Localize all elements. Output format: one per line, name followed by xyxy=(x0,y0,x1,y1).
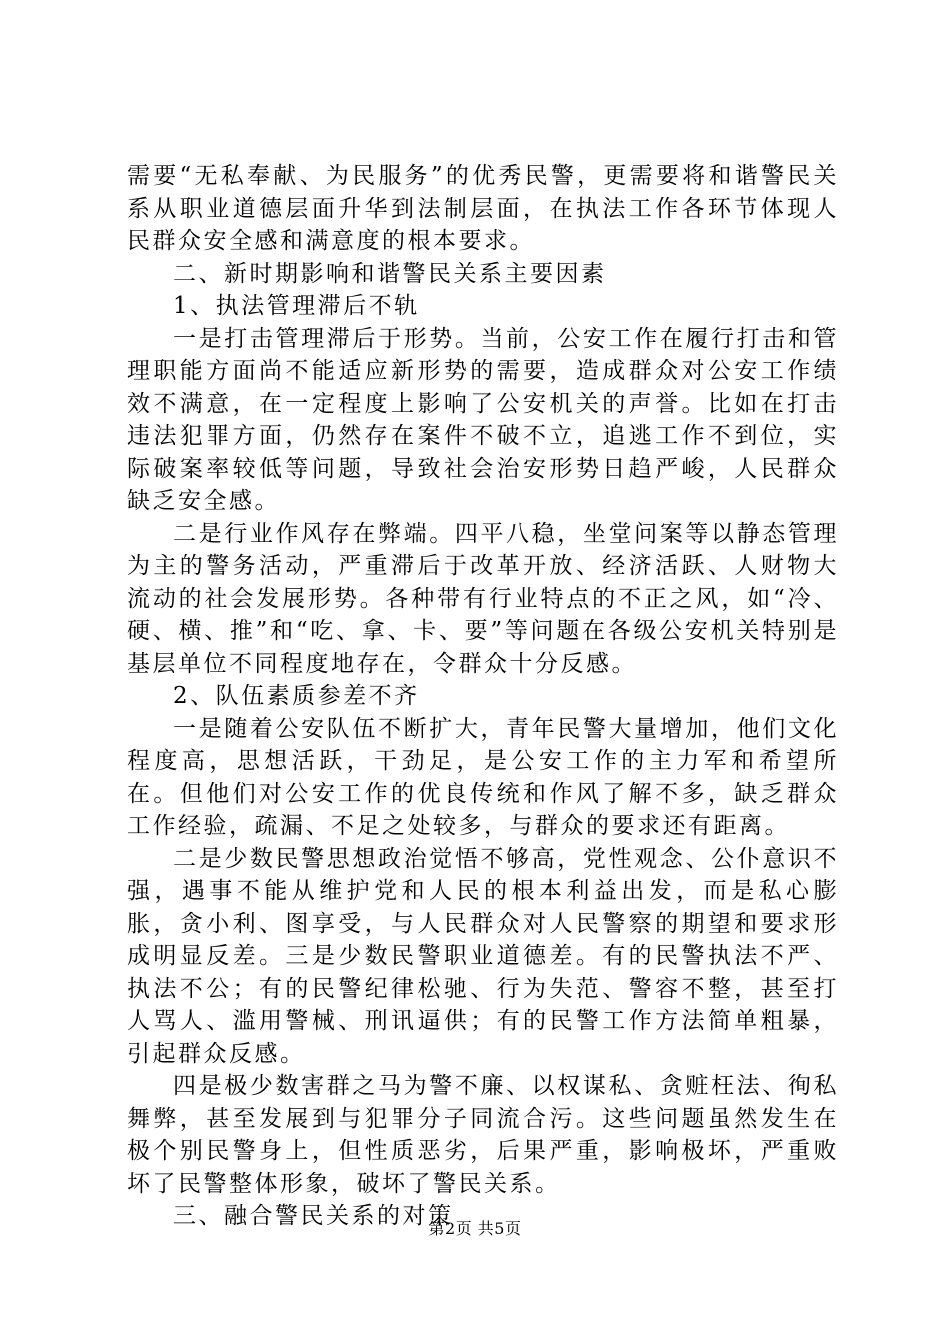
document-body xyxy=(127,160,839,1233)
subheading-2: 2、队伍素质参差不齐 xyxy=(173,683,420,709)
paragraph-9: 四是极少数害群之马为警不廉、以权谋私、贪赃枉法、徇私舞弊，甚至发展到与犯罪分子同流合污。这些问题虽然发生在极个别民警身上，但性质恶劣，后果严重，影响极坏，严重败坏了民警整体形象，破坏了警民关系。 xyxy=(127,1073,839,1197)
section-heading-2: 二、新时期影响和谐警民关系主要因素 xyxy=(173,260,607,287)
paragraph-4: 一是打击管理滞后于形势。当前，公安工作在履行打击和管理职能方面尚不能适应新形势的需要，造成群众对公安工作绩效不满意，在一定程度上影响了公安机关的声誉。比如在打击违法犯罪方面，仍然存在案件不破不立，追逃工作不到位，实际破案率较低等问题，导致社会治安形势日趋严峻，人民群众缺乏安全感。 xyxy=(127,325,839,514)
subheading-1: 1、执法管理滞后不轨 xyxy=(173,293,420,319)
section-heading-3: 三、融合警民关系的对策 xyxy=(173,1203,454,1229)
paragraph-8: 二是少数民警思想政治觉悟不够高，党性观念、公仆意识不强，遇事不能从维护党和人民的根本利益出发，而是私心膨胀，贪小利、图享受，与人民群众对人民警察的期望和要求形成明显反差。三是少数民警职业道德差。有的民警执法不严、执法不公；有的民警纪律松驰、行为失范、警容不整，甚至打人骂人、滥用警械、刑讯逼供；有的民警工作方法简单粗暴，引起群众反感。 xyxy=(127,845,839,1067)
paragraph-7: 一是随着公安队伍不断扩大，青年民警大量增加，他们文化程度高，思想活跃，干劲足，是公安工作的主力军和希望所在。但他们对公安工作的优良传统和作风了解不多，缺乏群众工作经验，疏漏、不足之处较多，与群众的要求还有距离。 xyxy=(127,715,839,839)
page-number-footer: 第2页 共5页 xyxy=(428,1219,522,1238)
paragraph-1: 需要“无私奉献、为民服务”的优秀民警，更需要将和谐警民关系从职业道德层面升华到法制层面，在执法工作各环节体现人民群众安全感和满意度的根本要求。 xyxy=(127,163,839,254)
paragraph-5: 二是行业作风存在弊端。四平八稳，坐堂问案等以静态管理为主的警务活动，严重滞后于改革开放、经济活跃、人财物大流动的社会发展形势。各种带有行业特点的不正之风，如“冷、硬、横、推”和“吃、拿、卡、要”等问题在各级公安机关特别是基层单位不同程度地存在，令群众十分反感。 xyxy=(127,520,839,677)
